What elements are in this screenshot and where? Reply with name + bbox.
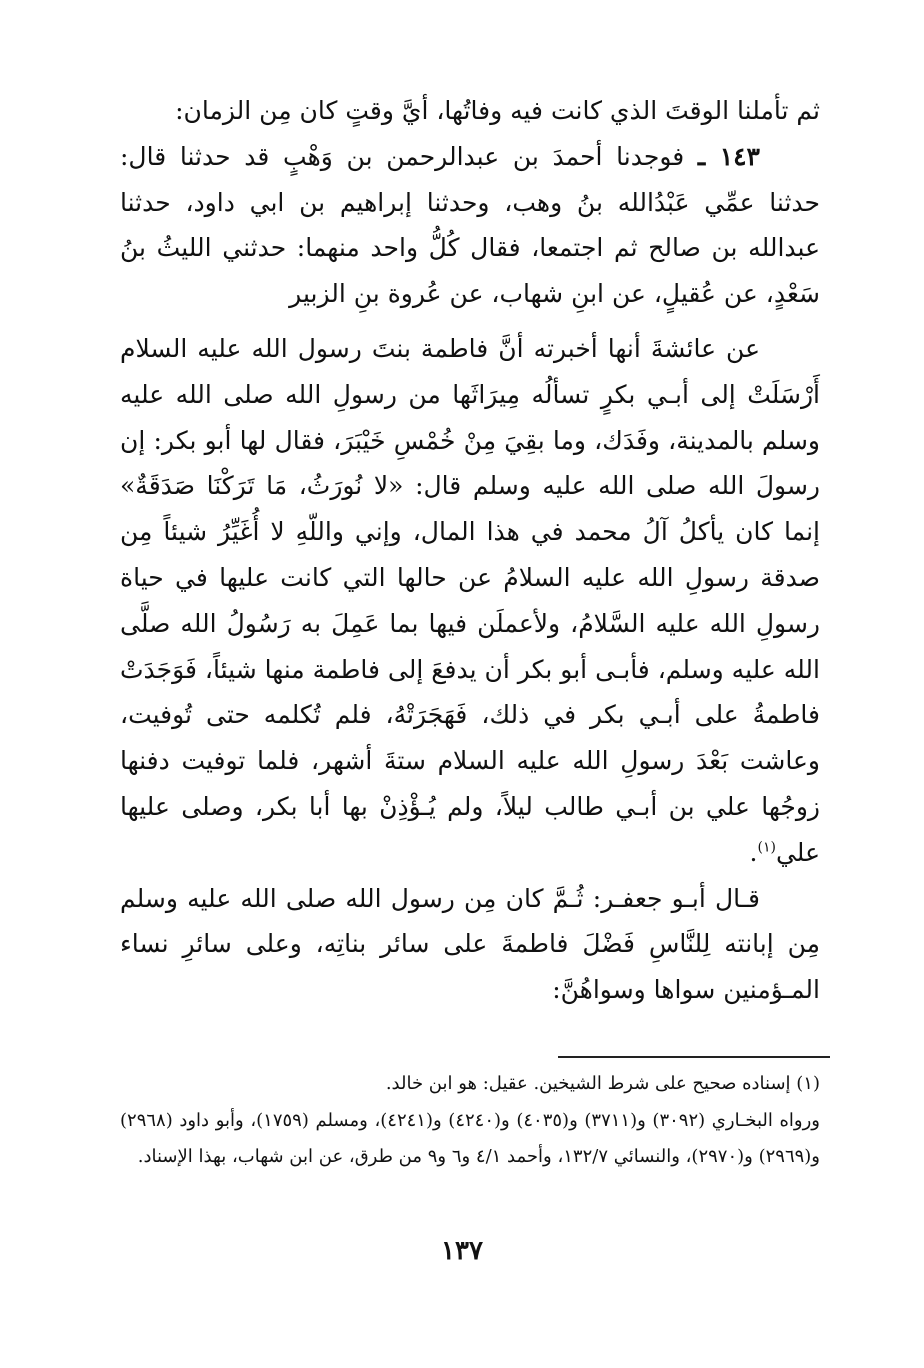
paragraph-intro [120,88,820,134]
paragraph-hadith-143-chain [120,134,820,317]
footnote-1-text: (١) إسناده صحيح على شرط الشيخين. عقيل: هو ابن خالد. [385,1073,820,1094]
paragraph-intro-text: ثم تأملنا الوقتَ الذي كانت فيه وفاتُها، أيَّ وقتٍ كان مِن الزمان: [175,96,820,125]
footnote-1 [120,1066,820,1103]
matn-end: . [749,837,758,867]
abu-jafar-lead: قـال أبـو جعفـر: [592,883,761,913]
footnotes [120,1066,820,1176]
footnote-1-sources [120,1103,820,1176]
main-text [120,88,820,1013]
footnote-ref[interactable]: (١) [757,839,776,856]
paragraph-abu-jafar [120,876,820,1013]
matn-text: عن عائشةَ أنها أخبرته أنَّ فاطمة بنتَ رسول الله عليه السلام أَرْسَلَتْ إلى أبـي بكرٍ تسألُه مِيرَاثَها من رسولِ الله صلى الله عليه وسلم بالمدينة، وفَدَك، وما بقِيَ مِنْ خُمْسِ خَيْبَرَ، فقال لها أبو بكر: إن رسولَ الله صلى الله عليه وسلم قال: «لا نُورَثُ، مَا تَرَكْنَا صَدَقَةٌ» إنما كان يأكلُ آلُ محمد في هذا المال، وإني واللّهِ لا أُغَيِّرُ شيئاً مِن صدقة رسولِ الله عليه السلامُ عن حالها التي كانت عليها في حياة رسولِ الله عليه السَّلامُ، ولأعملَن فيها بما عَمِلَ به رَسُولُ الله صلَّى الله عليه وسلم، فأبـى أبو بكر أن يدفعَ إلى فاطمة منها شيئاً، فَوَجَدَتْ فاطمةُ على أبـي بكر في ذلك، فَهَجَرَتْهُ، فلم تُكلمه حتى تُوفيت، وعاشت بَعْدَ رسولِ الله عليه السلام ستةَ أشهر، فلما توفيت دفنها زوجُها علي بن أبـي طالب ليلاً، ولم يُـؤْذِنْ بها أبا بكر، وصلى عليها علي [120,333,820,867]
hadith-number: ١٤٣ ـ [697,141,760,171]
footnote-divider [558,1056,830,1058]
isnad-text: فوجدنا أحمدَ بن عبدالرحمن بن وَهْبٍ قد حدثنا قال: حدثنا عمِّي عَبْدُالله بنُ وهب، وحدثنا إبراهيم بن ابي داود، حدثنا عبدالله بن صالح ثم اجتمعا، فقال كُلُّ واحد منهما: حدثني الليثُ بنُ سَعْدٍ، عن عُقيلٍ، عن ابنِ شهاب، عن عُروة بنِ الزبير [120,141,820,309]
page-number: ١٣٧ [441,1236,483,1266]
footnote-1-sources-text: ورواه البخـاري (٣٠٩٢) و(٣٧١١) و(٤٠٣٥) و(٤٢٤٠) و(٤٢٤١)، ومسلم (١٧٥٩)، وأبو داود (٢٩٦٨) و(٢٩٦٩) و(٢٩٧٠)، والنسائي ١٣٢/٧، وأحمد ٤/١ و٦ و٩ من طرق، عن ابن شهاب، بهذا الإسناد. [120,1109,820,1167]
abu-jafar-text: ثُـمَّ كان مِن رسول الله صلى الله عليه وسلم مِن إبانته لِلنَّاسِ فَضْلَ فاطمةَ على سائر بناتِه، وعلى سائرِ نساء المـؤمنين سواها وسواهُنَّ: [120,883,820,1005]
paragraph-hadith-matn [120,326,820,876]
